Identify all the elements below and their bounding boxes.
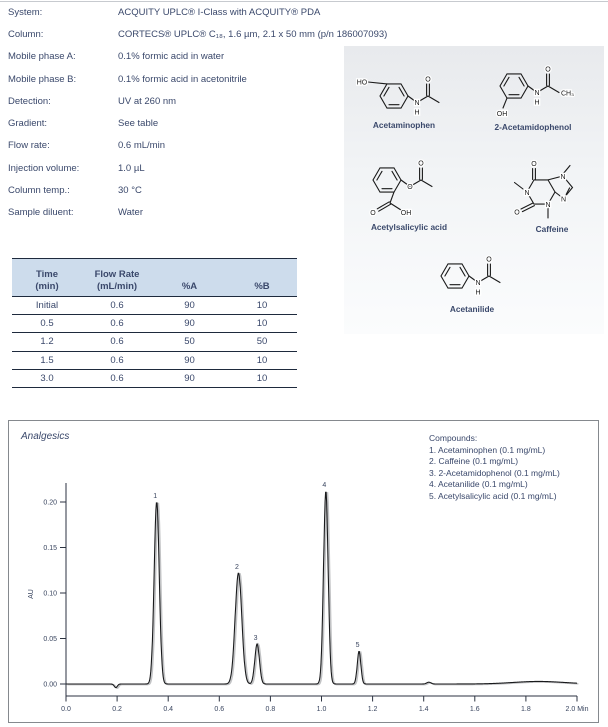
condition-label: Mobile phase A: <box>8 51 76 63</box>
acetanilide-structure-drawing <box>417 248 527 302</box>
condition-label: Column temp.: <box>8 185 70 197</box>
x-tick-label: 0.2 <box>112 706 122 713</box>
x-tick-label: 2.0 Min <box>565 706 589 713</box>
atom-label: N <box>534 90 540 98</box>
atom-label: N <box>524 189 530 197</box>
compound-item: 5. Acetylsalicylic acid (0.1 mg/mL) <box>429 490 557 501</box>
condition-value: UV at 260 nm <box>118 95 177 107</box>
condition-label: Column: <box>8 28 44 40</box>
header-line: %B <box>254 281 270 292</box>
table-row <box>12 297 297 315</box>
table-cell: 90 <box>184 300 195 312</box>
header-line: %A <box>181 281 198 292</box>
atom-label: O <box>531 161 537 168</box>
chromatogram-trace <box>66 492 577 687</box>
structure-label: Acetanilide <box>449 304 495 314</box>
table-cell: 0.6 <box>110 300 124 312</box>
y-axis-label: AU <box>28 589 35 599</box>
gradient-table <box>12 258 297 388</box>
x-tick-label: 1.4 <box>418 706 429 713</box>
condition-label: Gradient: <box>8 118 48 130</box>
table-cell: 0.6 <box>110 354 124 366</box>
table-cell: 50 <box>256 336 268 348</box>
atom-label: N <box>414 100 420 108</box>
condition-label: Mobile phase B: <box>8 73 77 85</box>
peak-label: 4 <box>322 482 327 490</box>
y-tick-label: 0.15 <box>43 545 57 552</box>
condition-row <box>8 112 387 134</box>
structure-label: Caffeine <box>535 224 569 234</box>
table-row <box>12 352 297 370</box>
chromatogram-panel <box>8 420 599 723</box>
compound-item: 1. Acetaminophen (0.1 mg/mL) <box>429 444 546 455</box>
atom-label: H <box>414 109 420 117</box>
structure-label: Acetylsalicylic acid <box>370 222 448 232</box>
y-tick-label: 0.05 <box>43 636 57 643</box>
table-cell: 1.2 <box>40 336 54 348</box>
atom-label: N <box>475 280 481 288</box>
condition-value: 1.0 µL <box>118 162 145 174</box>
condition-row <box>8 157 387 179</box>
atom-label: N <box>560 173 566 181</box>
atom-label: O <box>545 66 551 74</box>
atom-label: H <box>534 99 540 107</box>
condition-value: 30 °C <box>118 185 142 197</box>
atom-label: O <box>425 76 431 84</box>
condition-row <box>8 135 387 157</box>
atom-label: H <box>475 289 481 297</box>
table-cell: Initial <box>35 300 59 312</box>
condition-row <box>8 1 387 23</box>
structure-label: Acetaminophen <box>372 120 436 130</box>
structure-acetylsalicylic-acid <box>344 150 474 232</box>
header-cell <box>227 281 297 293</box>
structure-2-acetamidophenol <box>468 56 598 132</box>
atom-label: O <box>486 256 492 264</box>
table-cell: 0.5 <box>40 318 54 330</box>
x-tick-label: 0.4 <box>163 706 174 713</box>
peak-label: 2 <box>235 563 239 571</box>
table-cell: 3.0 <box>40 372 54 384</box>
gradient-table-header <box>12 258 297 297</box>
compound-item: 3. 2-Acetamidophenol (0.1 mg/mL) <box>429 467 560 478</box>
condition-row <box>8 202 387 224</box>
atom-label: OH <box>496 111 508 118</box>
acetamidophenol-structure-drawing <box>474 56 592 120</box>
condition-value: 0.1% formic acid in water <box>118 51 225 63</box>
atom-label: HO <box>356 79 368 87</box>
condition-label: Injection volume: <box>8 162 80 174</box>
structure-caffeine <box>492 148 608 234</box>
table-cell: 10 <box>256 372 268 384</box>
atom-label: O <box>407 184 413 192</box>
compound-item: 4. Acetanilide (0.1 mg/mL) <box>429 479 528 489</box>
table-cell: 50 <box>184 336 195 348</box>
condition-label: System: <box>8 6 43 18</box>
table-cell: 0.6 <box>110 336 124 348</box>
table-cell: 0.6 <box>110 318 124 330</box>
chromatogram-title: Analgesics <box>21 431 70 442</box>
y-tick-label: 0.10 <box>43 590 57 598</box>
atom-label: O <box>418 160 424 168</box>
compounds-header: Compounds: <box>429 433 478 443</box>
table-row <box>12 333 297 351</box>
condition-value: See table <box>118 118 159 130</box>
atom-label: CH₃ <box>561 90 574 98</box>
atom-label: N <box>560 196 567 204</box>
atom-label: O <box>370 210 376 217</box>
condition-row <box>8 46 387 68</box>
condition-value: 0.6 mL/min <box>118 140 165 152</box>
acetaminophen-structure-drawing <box>348 60 460 118</box>
peak-label: 1 <box>153 493 158 500</box>
x-tick-label: 1.8 <box>521 706 531 713</box>
structure-acetaminophen <box>344 60 464 130</box>
x-tick-label: 1.0 <box>316 706 327 713</box>
condition-row <box>8 179 387 201</box>
x-tick-label: 0.0 <box>61 706 71 713</box>
chromatogram-plot <box>9 421 598 722</box>
condition-row <box>8 90 387 112</box>
x-tick-label: 1.2 <box>367 706 378 713</box>
peak-label: 5 <box>355 642 360 650</box>
table-cell: 90 <box>184 318 195 330</box>
table-row <box>12 315 297 333</box>
condition-label: Sample diluent: <box>8 207 74 219</box>
x-tick-label: 1.6 <box>469 706 480 713</box>
atom-label: N <box>545 201 551 209</box>
table-cell: 90 <box>184 354 195 366</box>
x-tick-label: 0.8 <box>265 706 276 713</box>
condition-value: CORTECS® UPLC® C₁₈, 1.6 µm, 2.1 x 50 mm (p/n 186007093) <box>118 28 388 40</box>
header-line: (min) <box>35 281 59 292</box>
atom-label: O <box>514 209 520 217</box>
table-cell: 10 <box>256 354 268 366</box>
header-cell <box>12 269 82 293</box>
compound-item: 2. Caffeine (0.1 mg/mL) <box>429 456 519 466</box>
y-tick-label: 0.20 <box>43 499 57 507</box>
table-row <box>12 370 297 388</box>
condition-value: ACQUITY UPLC® I-Class with ACQUITY® PDA <box>118 6 321 18</box>
table-cell: 0.6 <box>110 372 124 384</box>
x-tick-label: 0.6 <box>214 706 225 713</box>
table-cell: 1.5 <box>40 354 54 366</box>
header-cell <box>82 269 152 293</box>
table-cell: 10 <box>256 318 268 330</box>
table-cell: 10 <box>256 300 268 312</box>
condition-row <box>8 23 387 45</box>
condition-label: Detection: <box>8 95 51 107</box>
condition-value: 0.1% formic acid in acetonitrile <box>118 73 247 85</box>
condition-row <box>8 68 387 90</box>
acetylsalicylic-structure-drawing <box>349 150 469 220</box>
condition-label: Flow rate: <box>8 140 50 152</box>
peak-label: 3 <box>253 634 258 642</box>
header-cell <box>152 281 227 293</box>
header-line: (mL/min) <box>96 281 138 292</box>
header-line: Flow Rate <box>94 269 140 280</box>
structure-label: 2-Acetamidophenol <box>494 122 572 132</box>
table-cell: 90 <box>184 372 195 384</box>
structure-acetanilide <box>412 248 532 314</box>
atom-label: OH <box>400 210 412 217</box>
header-line: Time <box>35 269 58 280</box>
condition-value: Water <box>118 207 143 219</box>
method-conditions <box>8 1 387 224</box>
caffeine-structure-drawing <box>497 148 607 222</box>
y-tick-label: 0.00 <box>43 681 57 689</box>
